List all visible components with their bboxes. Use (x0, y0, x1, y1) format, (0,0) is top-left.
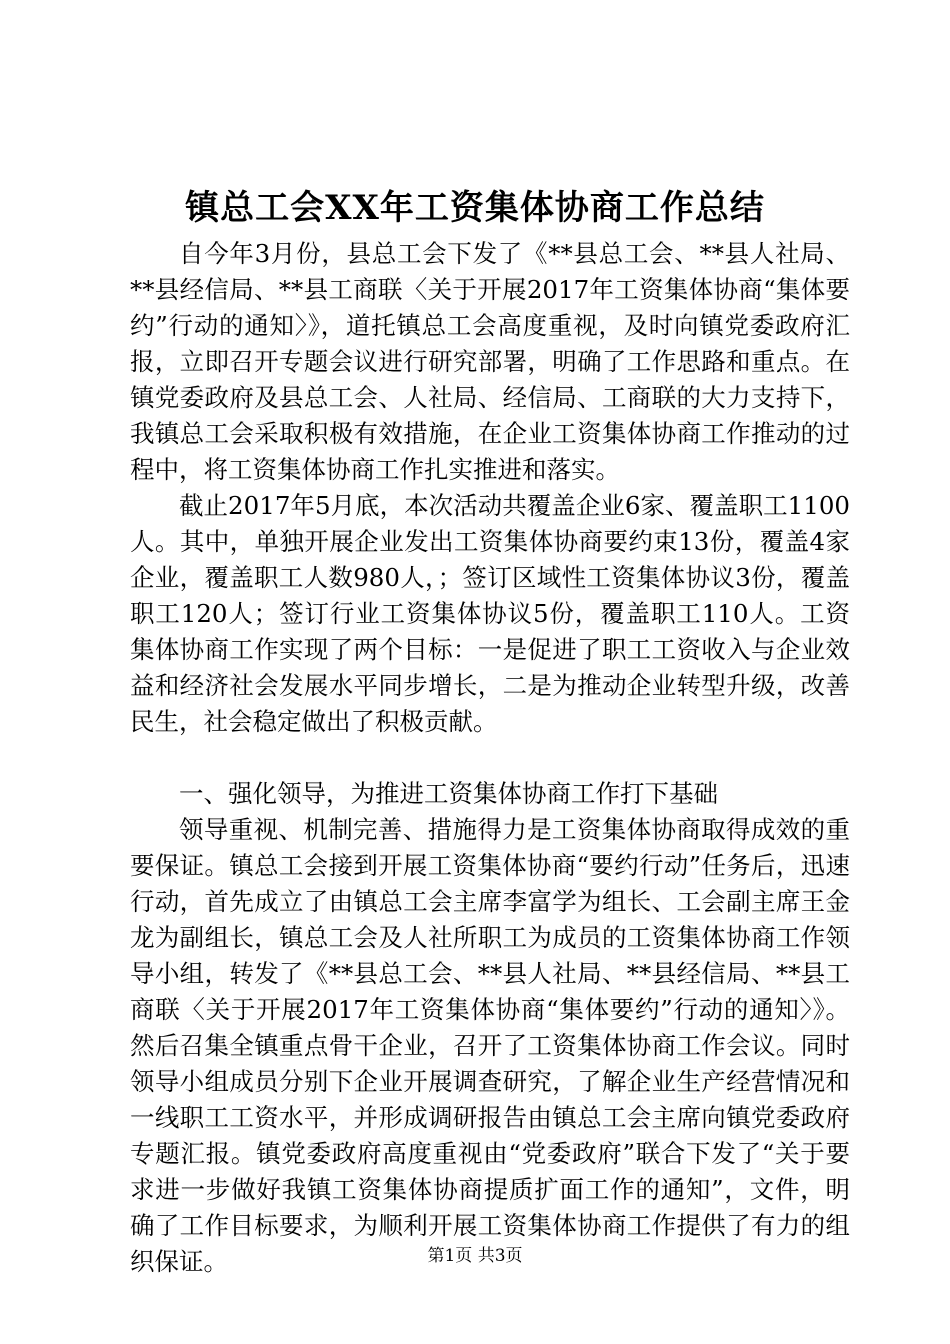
body-paragraph-intro: 自今年3月份，县总工会下发了《**县总工会、**县人社局、**县经信局、**县工商联〈关于开展2017年工资集体协商“集体要约”行动的通知〉》，道托镇总工会高度重视，及时向镇党委政府汇报，立即召开专题会议进行研究部署，明确了工作思路和重点。在镇党委政府及县总工会、人社局、经信局、工商联的大力支持下，我镇总工会采取积极有效措施，在企业工资集体协商工作推动的过程中，将工资集体协商工作扎实推进和落实。 (130, 239, 850, 484)
page-number-footer: 第1页 共3页 (427, 1246, 523, 1266)
document-title: 镇总工会XX年工资集体协商工作总结 (185, 188, 765, 228)
body-paragraph-results: 截止2017年5月底，本次活动共覆盖企业6家、覆盖职工1100人。其中，单独开展企业发出工资集体协商要约束13份，覆盖4家企业，覆盖职工人数980人，；签订区域性工资集体协议3份，覆盖职工120人；签订行业工资集体协议5份，覆盖职工110人。工资集体协商工作实现了两个目标：一是促进了职工工资收入与企业效益和经济社会发展水平同步增长，二是为推动企业转型升级，改善民生，社会稳定做出了积极贡献。 (130, 491, 850, 736)
section-heading-1: 一、强化领导，为推进工资集体协商工作打下基础 (179, 779, 718, 808)
section-1-paragraph: 领导重视、机制完善、措施得力是工资集体协商取得成效的重要保证。镇总工会接到开展工资集体协商“要约行动”任务后，迅速行动，首先成立了由镇总工会主席李富学为组长、工会副主席王金龙为副组长，镇总工会及人社所职工为成员的工资集体协商工作领导小组，转发了《**县总工会、**县人社局、**县经信局、**县工商联〈关于开展2017年工资集体协商“集体要约”行动的通知〉》。然后召集全镇重点骨干企业，召开了工资集体协商工作会议。同时领导小组成员分别下企业开展调查研究，了解企业生产经营情况和一线职工工资水平，并形成调研报告由镇总工会主席向镇党委政府专题汇报。镇党委政府高度重视由“党委政府”联合下发了“关于要求进一步做好我镇工资集体协商提质扩面工作的通知”，文件，明确了工作目标要求，为顺利开展工资集体协商工作提供了有力的组织保证。 (130, 815, 850, 1276)
document-body (130, 236, 850, 1280)
